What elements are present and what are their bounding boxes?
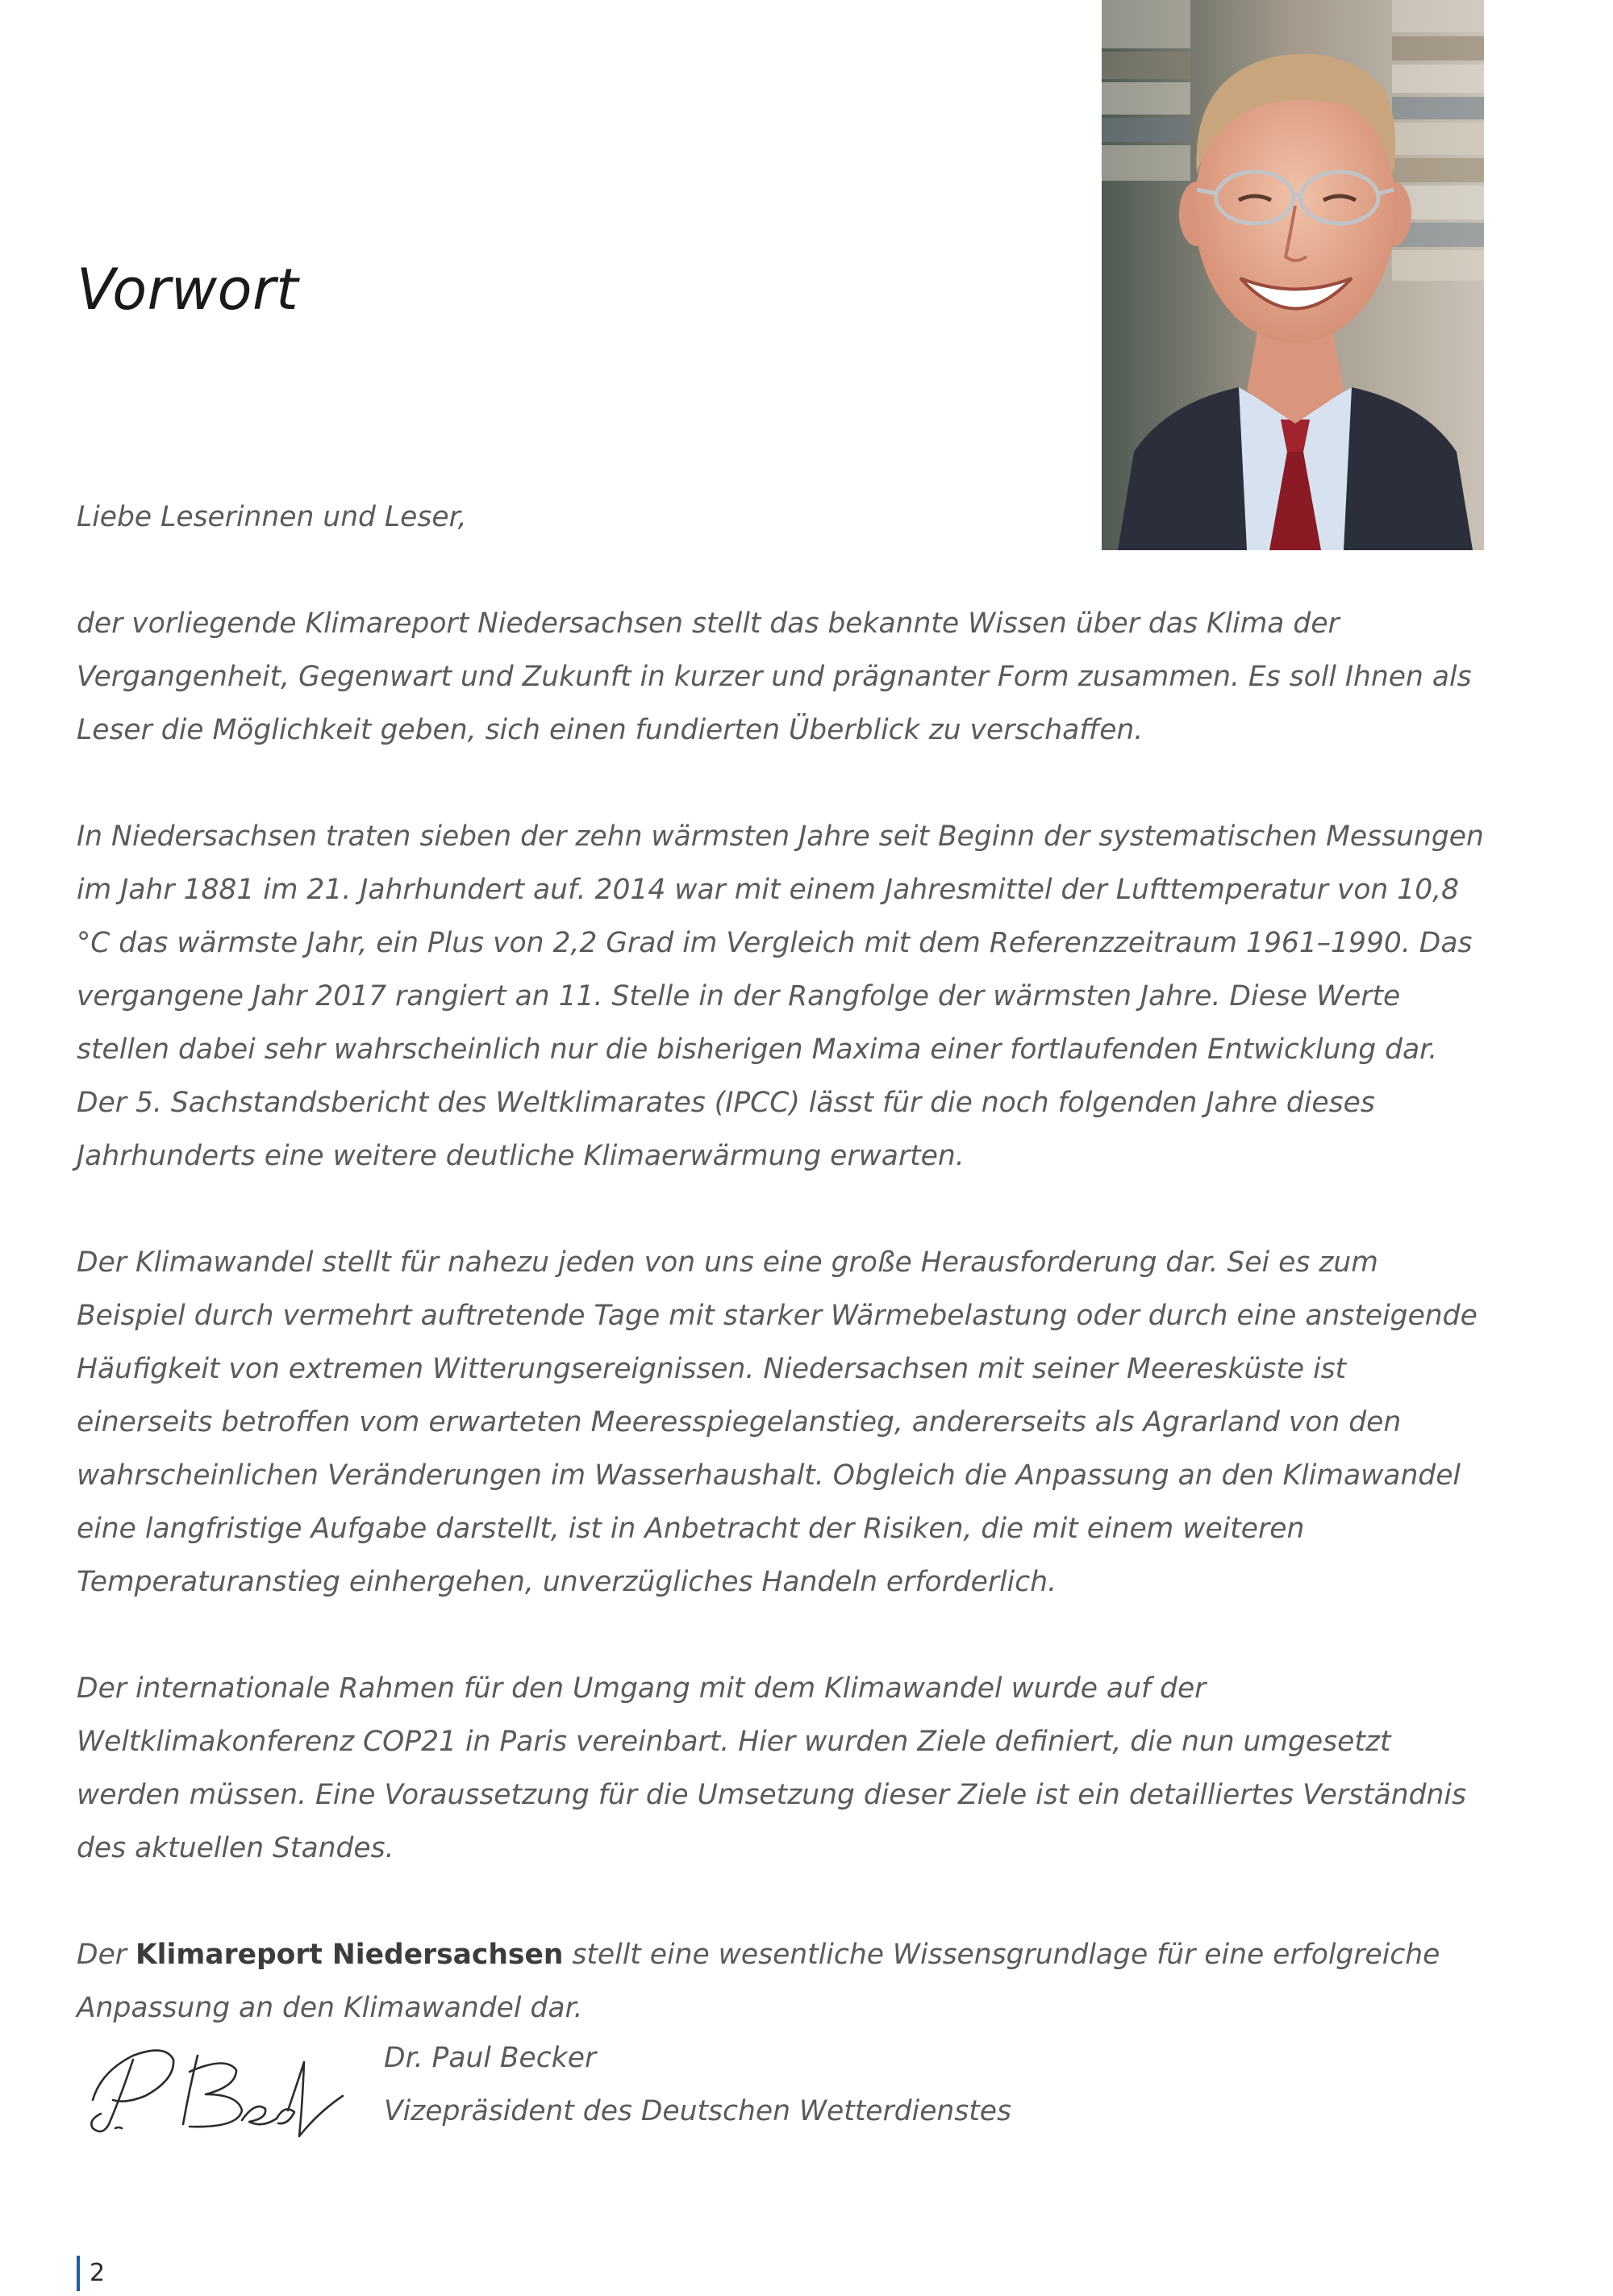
paragraph-conclusion <box>77 1928 1488 2035</box>
page-title: Vorwort <box>77 257 299 323</box>
report-name: Klimareport Niedersachsen <box>135 1939 564 1971</box>
paragraph-cop21: Der internationale Rahmen für den Umgang mit dem Klimawandel wurde auf der Weltklimakonferenz COP21 in Paris vereinbart. Hier wurden Ziele definiert, die nun umgesetzt werden müssen. Eine Voraussetzung für die Umsetzung dieser Ziele ist ein detailliertes Verständnis des aktuellen Standes. <box>77 1672 1466 1864</box>
handwritten-signature <box>77 2023 351 2144</box>
conclusion-text-start: Der <box>77 1939 135 1971</box>
page-number: 2 <box>77 2256 105 2291</box>
greeting: Liebe Leserinnen und Leser, <box>77 501 467 533</box>
body-paragraphs <box>77 597 1488 2035</box>
author-portrait <box>1102 0 1484 550</box>
paragraph-intro: der vorliegende Klimareport Niedersachsen stellt das bekannte Wissen über das Klima der Vergangenheit, Gegenwart und Zukunft in kurzer und prägnanter Form zusammen. Es soll Ihnen als Leser die Möglichkeit geben, sich einen fundierten Überblick zu verschaffen. <box>77 607 1472 746</box>
conclusion-text-end: stellt eine wesentliche Wissensgrundlage für eine erfolgreiche Anpassung an den Klimawandel dar. <box>77 1939 1440 2024</box>
paragraph-climate-challenge: Der Klimawandel stellt für nahezu jeden von uns eine große Herausforderung dar. Sei es zum Beispiel durch vermehrt auftretende Tage mit starker Wärmebelastung oder durch eine ansteigende Häufigkeit von extremen Witterungsereignissen. Niedersachsen mit seiner Meeresküste ist einerseits betroffen vom erwarteten Meeresspiegelanstieg, andererseits als Agrarland von den wahrscheinlichen Veränderungen im Wasserhaushalt. Obgleich die Anpassung an den Klimawandel eine langfristige Aufgabe darstellt, ist in Anbetracht der Risiken, die mit einem weiteren Temperaturanstieg einhergehen, unverzügliches Handeln erforderlich. <box>77 1246 1478 1598</box>
signature-block <box>384 2031 1011 2138</box>
signatory-name: Dr. Paul Becker <box>384 2042 597 2074</box>
paragraph-warmest-years: In Niedersachsen traten sieben der zehn wärmsten Jahre seit Beginn der systematischen Messungen im Jahr 1881 im 21. Jahrhundert auf. 2014 war mit einem Jahresmittel der Lufttemperatur von 10,8 °C das wärmste Jahr, ein Plus von 2,2 Grad im Vergleich mit dem Referenzzeitraum 1961–1990. Das vergangene Jahr 2017 rangiert an 11. Stelle in der Rangfolge der wärmsten Jahre. Diese Werte stellen dabei sehr wahrscheinlich nur die bisherigen Maxima einer fortlaufenden Entwicklung dar. Der 5. Sachstandsbericht des Weltklimarates (IPCC) lässt für die noch folgenden Jahre dieses Jahrhunderts eine weitere deutliche Klimaerwärmung erwarten. <box>77 820 1484 1172</box>
signatory-role: Vizepräsident des Deutschen Wetterdienstes <box>384 2095 1011 2127</box>
